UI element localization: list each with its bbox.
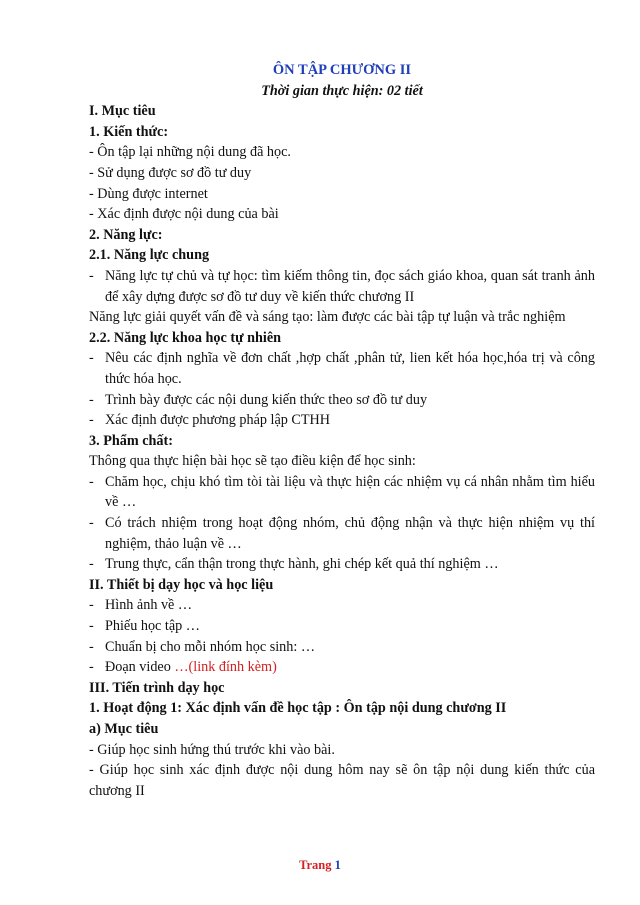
qualities-item: - Trung thực, cẩn thận trong thực hành, ghi chép kết quả thí nghiệm … <box>89 556 499 573</box>
activity-1-heading: 1. Hoạt động 1: Xác định vấn đề học tập : Ôn tập nội dung chương II <box>89 700 507 717</box>
activity-1-objective-item: - Giúp học sinh xác định được nội dung hôm nay sẽ ôn tập nội dung kiến thức của chương II <box>89 762 595 799</box>
equipment-item: - Chuẩn bị cho mỗi nhóm học sinh: … <box>89 638 316 655</box>
section-heading-objectives: I. Mục tiêu <box>89 103 156 120</box>
knowledge-item: - Sử dụng được sơ đồ tư duy <box>89 164 252 181</box>
science-competence-item: - Nêu các định nghĩa về đơn chất ,hợp chất ,phân tử, lien kết hóa học,hóa trị và công thức hóa học. <box>89 350 595 387</box>
general-competence-paragraph: Năng lực giải quyết vấn đề và sáng tạo: làm được các bài tập tự luận và trắc nghiệm <box>89 309 566 326</box>
subheading-competence: 2. Năng lực: <box>89 226 163 243</box>
subheading-knowledge: 1. Kiến thức: <box>89 123 169 140</box>
knowledge-item: - Xác định được nội dung của bài <box>89 206 279 223</box>
knowledge-item: - Dùng được internet <box>89 185 208 202</box>
document-body <box>89 60 595 801</box>
general-competence-item: - Năng lực tự chủ và tự học: tìm kiếm thông tin, đọc sách giáo khoa, quan sát tranh ảnh để xây dựng được sơ đồ tư duy về kiến thức chương II <box>89 267 595 305</box>
activity-1-objective-item: - Giúp học sinh hứng thú trước khi vào bài. <box>89 741 335 758</box>
qualities-item: - Có trách nhiệm trong hoạt động nhóm, chủ động nhận và thực hiện nhiệm vụ thí nghiệm, thảo luận về … <box>89 515 595 552</box>
equipment-item: - Hình ảnh về … <box>89 597 193 614</box>
footer-page-label: Trang <box>299 858 335 872</box>
equipment-item-video: - Đoạn video …(link đính kèm) <box>89 659 277 676</box>
subheading-science-competence: 2.2. Năng lực khoa học tự nhiên <box>89 329 282 346</box>
qualities-item: - Chăm học, chịu khó tìm tòi tài liệu và thực hiện các nhiệm vụ cá nhân nhằm tìm hiểu về … <box>89 473 595 511</box>
equipment-item: - Phiếu học tập … <box>89 618 200 635</box>
section-heading-process: III. Tiến trình dạy học <box>89 679 225 696</box>
knowledge-item: - Ôn tập lại những nội dung đã học. <box>89 144 291 161</box>
science-competence-item: - Trình bày được các nội dung kiến thức theo sơ đồ tư duy <box>89 391 428 408</box>
science-competence-item: - Xác định được phương pháp lập CTHH <box>89 412 331 429</box>
subheading-qualities: 3. Phẩm chất: <box>89 432 173 449</box>
video-link[interactable]: …(link đính kèm) <box>174 659 277 676</box>
activity-1-objective-heading: a) Mục tiêu <box>89 721 159 737</box>
page-footer <box>0 858 640 873</box>
subheading-general-competence: 2.1. Năng lực chung <box>89 247 210 264</box>
qualities-intro: Thông qua thực hiện bài học sẽ tạo điều kiện để học sinh: <box>89 453 416 470</box>
video-label: Đoạn video <box>105 659 175 676</box>
document-subtitle: Thời gian thực hiện: 02 tiết <box>261 82 423 99</box>
section-heading-equipment: II. Thiết bị dạy học và học liệu <box>89 576 274 593</box>
footer-page-number: 1 <box>334 858 341 872</box>
document-title: ÔN TẬP CHƯƠNG II <box>272 62 412 78</box>
